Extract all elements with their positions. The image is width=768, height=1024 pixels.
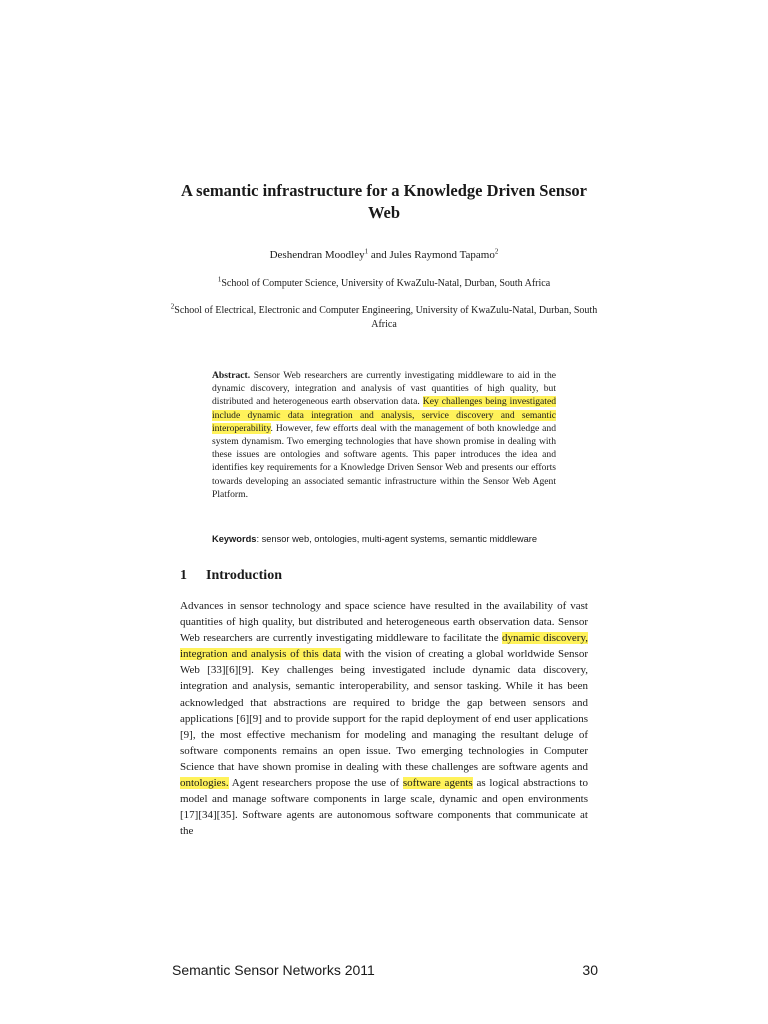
footer-venue: Semantic Sensor Networks 2011 — [172, 962, 375, 978]
intro-paragraph — [180, 598, 588, 839]
author-name: Deshendran Moodley — [269, 249, 365, 261]
author-sup: 1 — [364, 247, 369, 256]
section-number: 1 — [180, 568, 187, 583]
body-highlight: software agents — [402, 777, 473, 790]
abstract-label: Abstract. — [212, 370, 251, 381]
abstract-text: Sensor Web researchers are currently investigating middleware to aid in the dynamic discovery, integration and analysis of vast quantities of high quality, but distributed and heterogeneous earth observation data. — [212, 370, 556, 408]
keywords — [212, 533, 572, 546]
author-sup: 2 — [494, 247, 499, 256]
body-highlight: dynamic discovery, integration and analysis of this data — [180, 632, 588, 661]
author-line — [150, 248, 618, 262]
affiliation-text: School of Computer Science, University of KwaZulu-Natal, Durban, South Africa — [221, 278, 551, 289]
body-text: as logical abstractions to model and manage software components in large scale, dynamic and open environments [17][34][35]. Software agents are autonomous software components that communicate at the — [180, 777, 588, 838]
affiliation-2 — [170, 304, 598, 332]
author-conjunction: and — [368, 249, 390, 261]
affiliation-1 — [170, 277, 598, 291]
paper-title: A semantic infrastructure for a Knowledge Driven Sensor Web — [181, 181, 587, 222]
affiliation-text: School of Electrical, Electronic and Computer Engineering, University of KwaZulu-Natal, Durban, South Africa — [174, 305, 598, 330]
abstract-text: . However, few efforts deal with the management of both knowledge and system dynamism. Two emerging technologies that have shown promise in dealing with these issues are ontologies and software agents. This paper introduces the idea and identifies key requirements for a Knowledge Driven Sensor Web and presents our efforts towards developing an associated semantic infrastructure within the Sensor Web Agent Platform. — [212, 422, 556, 500]
keywords-text: : sensor web, ontologies, multi-agent systems, semantic middleware — [256, 534, 538, 544]
section-heading — [180, 567, 282, 585]
keywords-label: Keywords — [212, 534, 257, 544]
abstract — [212, 369, 556, 501]
body-text: with the vision of creating a global worldwide Sensor Web [33][6][9]. Key challenges being investigated include dynamic data discovery, integration and analysis, semantic interoperability, and sensor tasking. While it has been acknowledged that abstractions are required to bridge the gap between sensors and applications [6][9] and to provide support for the rapid deployment of end user applications [9], the most effective mechanism for modeling and managing the resultant deluge of software components remains an open issue. Two emerging technologies in Computer Science that have shown promise in dealing with these challenges are software agents and — [180, 648, 588, 773]
body-text: Advances in sensor technology and space science have resulted in the availability of vast quantities of high quality, but distributed and heterogeneous earth observation data. Sensor Web researchers are currently investigating middleware to facilitate the — [180, 600, 588, 645]
author-name: Jules Raymond Tapamo — [389, 249, 495, 261]
section-title: Introduction — [206, 568, 282, 583]
abstract-highlight: Key challenges being investigated include dynamic data integration and analysis, service discovery and semantic interoperability — [212, 396, 557, 434]
body-text: Agent researchers propose the use of — [228, 777, 403, 790]
body-highlight: ontologies. — [180, 777, 229, 790]
affiliation-sup: 1 — [217, 275, 222, 284]
affiliation-sup: 2 — [170, 302, 175, 311]
footer-page-number: 30 — [582, 962, 598, 978]
